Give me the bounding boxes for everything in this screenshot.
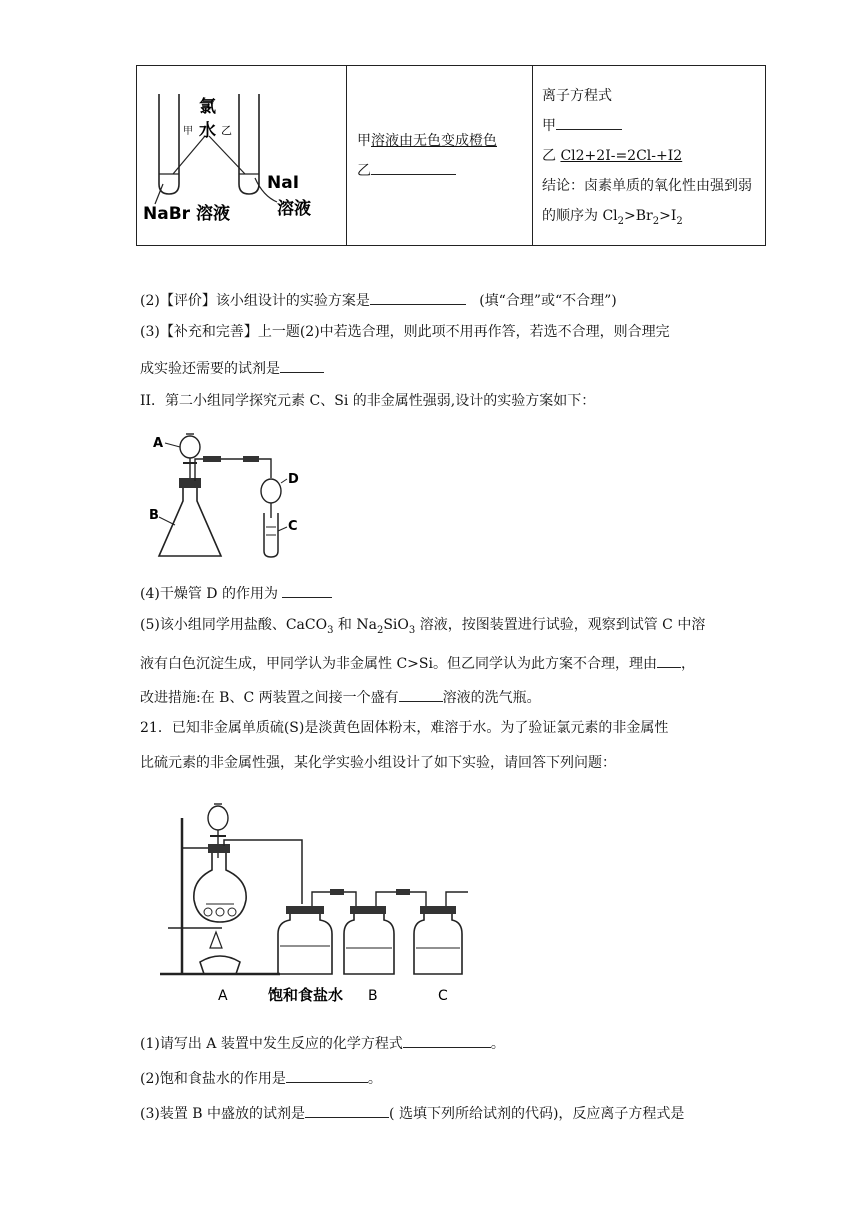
question-4-blank[interactable] xyxy=(282,581,332,598)
jia-phenomenon xyxy=(357,126,532,156)
q5-text-e: 液有白色沉淀生成，甲同学认为非金属性 C>Si。但乙同学认为此方案不合理，理由 xyxy=(140,656,657,672)
subscript: 2 xyxy=(676,215,683,227)
label-c: C xyxy=(288,519,298,534)
q5-text-g: 改进措施:在 B、C 两装置之间接一个盛有 xyxy=(140,690,399,706)
table-row xyxy=(137,66,766,246)
water-label: 水 xyxy=(199,121,216,141)
subscript: 2 xyxy=(652,215,660,227)
subscript: 2 xyxy=(617,215,625,227)
experiment-table xyxy=(136,65,766,246)
subscript: 3 xyxy=(327,624,334,636)
sub-question-2-end: 。 xyxy=(367,1071,382,1087)
q5-text-c: SiO xyxy=(383,617,409,633)
chlorine-label: 氯 xyxy=(199,97,216,117)
brine-label: 饱和食盐水 xyxy=(268,986,344,1004)
question-5-line-3 xyxy=(140,685,541,708)
sub-question-2 xyxy=(140,1066,382,1089)
question-4 xyxy=(140,581,332,604)
label-b: B xyxy=(368,988,378,1004)
q5-text-b: 和 Na xyxy=(333,617,377,633)
conclusion-line-1: 结论：卤素单质的氧化性由强到弱 xyxy=(542,177,752,194)
nai-label: NaI xyxy=(267,173,300,193)
chlorine-apparatus-figure xyxy=(150,788,490,1010)
tube-b-label: 乙 xyxy=(221,124,232,137)
q5-reason-blank[interactable] xyxy=(657,651,681,668)
part-2-intro: II．第二小组同学探究元素 C、Si 的非金属性强弱,设计的实验方案如下： xyxy=(140,393,596,409)
label-a: A xyxy=(218,988,228,1004)
test-tube-figure-cell xyxy=(137,66,347,246)
conclusion-line-2 xyxy=(542,201,759,231)
question-5-line-2 xyxy=(140,651,695,674)
q5-text-a: (5)该小组同学用盐酸、CaCO xyxy=(140,617,328,633)
question-3-text: 成实验还需要的试剂是 xyxy=(140,361,280,377)
equation-title: 离子方程式 xyxy=(542,87,612,104)
sub-question-1 xyxy=(140,1031,505,1054)
sub-question-1-blank[interactable] xyxy=(403,1031,491,1048)
jia-equation-prefix: 甲 xyxy=(542,117,556,134)
sub-question-3-blank[interactable] xyxy=(305,1101,389,1118)
phenomenon-cell xyxy=(347,66,533,246)
question-5-line-1 xyxy=(140,615,705,635)
conclusion-i: >I xyxy=(659,207,677,224)
question-3-blank[interactable] xyxy=(280,356,324,373)
question-3-line-2 xyxy=(140,356,324,379)
jia-equation-blank[interactable] xyxy=(556,113,622,130)
q5-solution-blank[interactable] xyxy=(399,685,443,702)
conclusion-prefix: 的顺序为 Cl xyxy=(542,207,618,224)
sub-question-3 xyxy=(140,1101,684,1124)
sub-question-2-text: (2)饱和食盐水的作用是 xyxy=(140,1071,286,1087)
yi-prefix: 乙 xyxy=(357,162,371,179)
question-2 xyxy=(140,288,617,311)
question-3-line-1: (3)【补充和完善】上一题(2)中若选合理，则此项不用再作答，若选不合理，则合理完 xyxy=(140,324,670,340)
nai-solution-label: 溶液 xyxy=(277,199,311,219)
tube-a-label: 甲 xyxy=(183,126,193,137)
carbon-silicon-apparatus-figure xyxy=(145,423,325,568)
yi-phenomenon xyxy=(357,156,532,186)
label-c: C xyxy=(438,988,448,1004)
jia-phenomenon-text: 溶液由无色变成橙色 xyxy=(371,132,497,149)
subscript: 2 xyxy=(376,624,384,636)
jia-prefix: 甲 xyxy=(357,132,371,149)
question-2-blank[interactable] xyxy=(370,288,466,305)
q5-text-f: ， xyxy=(680,656,695,672)
equation-cell xyxy=(533,66,766,246)
sub-question-1-end: 。 xyxy=(490,1036,505,1052)
sub-question-1-text: (1)请写出 A 装置中发生反应的化学方程式 xyxy=(140,1036,403,1052)
nabr-label: NaBr 溶液 xyxy=(143,204,230,224)
label-d: D xyxy=(288,472,299,487)
yi-equation-text: Cl2+2I-=2Cl-+I2 xyxy=(560,147,683,164)
label-a: A xyxy=(153,436,164,451)
question-2-hint: (填“合理”或“不合理”) xyxy=(479,293,617,309)
label-b: B xyxy=(149,508,159,523)
question-4-text: (4)干燥管 D 的作用为 xyxy=(140,586,283,602)
sub-question-2-blank[interactable] xyxy=(286,1066,368,1083)
sub-question-3-end: ( 选填下列所给试剂的代码)，反应离子方程式是 xyxy=(389,1106,685,1122)
q5-text-h: 溶液的洗气瓶。 xyxy=(442,690,541,706)
conclusion-br: >Br xyxy=(624,207,653,224)
question-2-text: (2)【评价】该小组设计的实验方案是 xyxy=(140,293,370,309)
subscript: 3 xyxy=(408,624,416,636)
question-21-line-2: 比硫元素的非金属性强，某化学实验小组设计了如下实验，请回答下列问题： xyxy=(140,755,616,771)
q5-text-d: 溶液，按图装置进行试验，观察到试管 C 中溶 xyxy=(415,617,706,633)
yi-equation xyxy=(542,141,759,171)
question-21-line-1: 21．已知非金属单质硫(S)是淡黄色固体粉末，难溶于水。为了验证氯元素的非金属性 xyxy=(140,720,669,736)
sub-question-3-text: (3)装置 B 中盛放的试剂是 xyxy=(140,1106,306,1122)
yi-answer-blank[interactable] xyxy=(371,158,456,175)
yi-equation-prefix: 乙 xyxy=(542,147,556,164)
jia-equation xyxy=(542,111,759,141)
halogen-test-tubes-figure xyxy=(137,66,346,247)
